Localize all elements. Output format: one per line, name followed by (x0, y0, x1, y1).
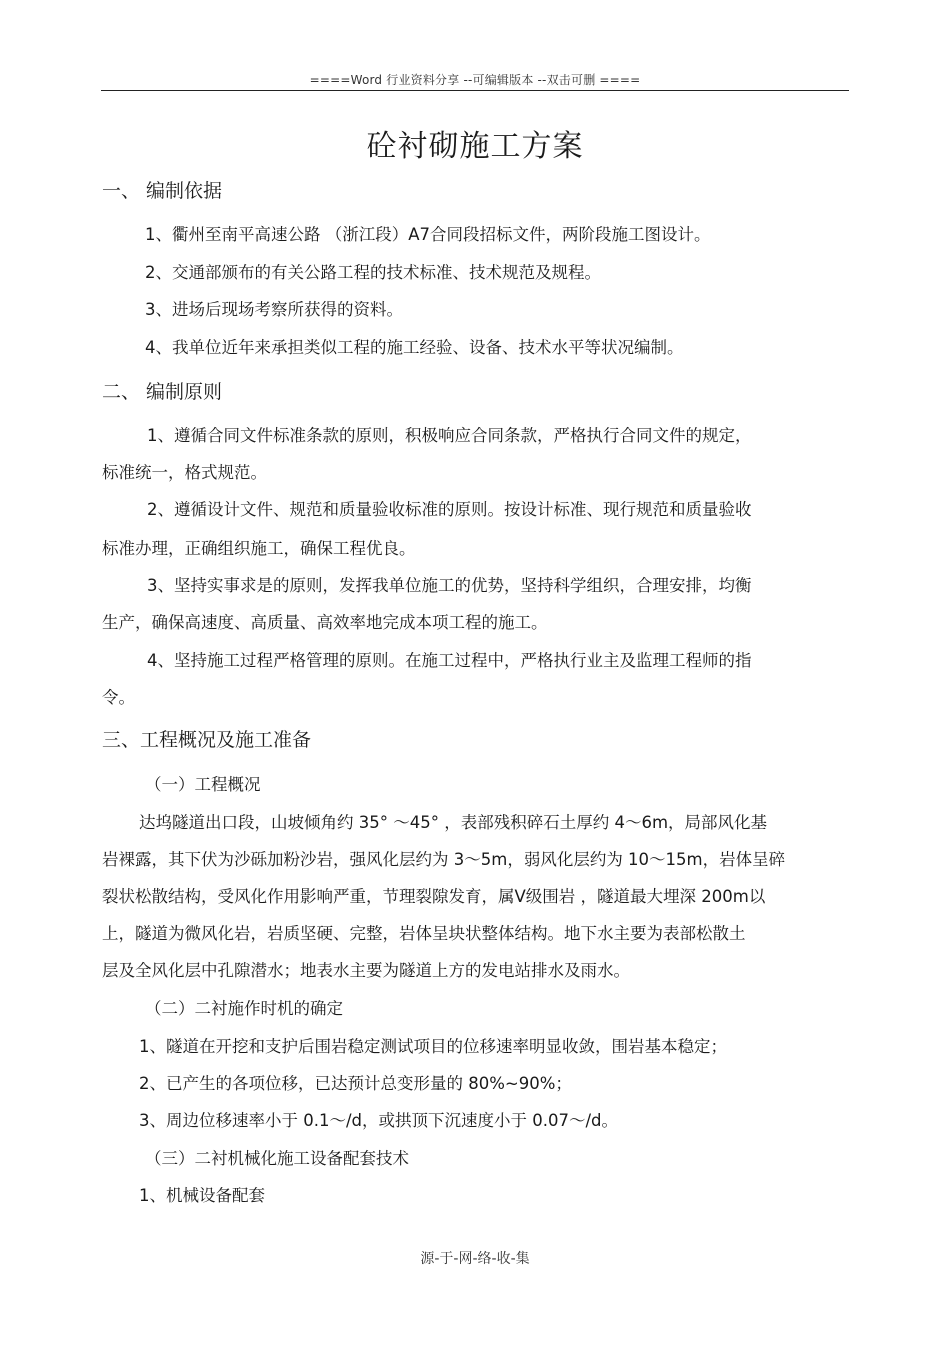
paragraph-line: 裂状松散结构，受风化作用影响严重，节理裂隙发育，属Ⅴ级围岩 ，隧道最大埋深 200m以 (102, 887, 766, 906)
subsection-heading-overview: （一）工程概况 (145, 775, 261, 794)
paragraph-line: 2、遵循设计文件、规范和质量验收标准的原则。按设计标准、现行规范和质量验收 (147, 500, 752, 519)
header-divider (101, 90, 849, 91)
list-item: 2、交通部颁布的有关公路工程的技术标准、技术规范及规程。 (145, 263, 601, 282)
paragraph-line: 标准统一，格式规范。 (102, 463, 267, 482)
list-item: 3、进场后现场考察所获得的资料。 (145, 300, 403, 319)
list-item: 1、衢州至南平高速公路 （浙江段）A7合同段招标文件，两阶段施工图设计。 (145, 225, 711, 244)
list-item: 1、隧道在开挖和支护后围岩稳定测试项目的位移速率明显收敛，围岩基本稳定； (139, 1037, 727, 1056)
paragraph-line: 令。 (102, 688, 135, 707)
section-heading-overview: 三、工程概况及施工准备 (102, 729, 312, 751)
footer-text: 源-于-网-络-收-集 (420, 1251, 530, 1267)
list-item: 2、已产生的各项位移，已达预计总变形量的 80%~90%； (139, 1074, 572, 1093)
section-heading-basis: 一、 编制依据 (102, 180, 223, 202)
paragraph-line: 1、遵循合同文件标准条款的原则，积极响应合同条款，严格执行合同文件的规定， (147, 426, 752, 445)
list-item: 4、我单位近年来承担类似工程的施工经验、设备、技术水平等状况编制。 (145, 338, 684, 357)
subsection-heading-timing: （二）二衬施作时机的确定 (145, 999, 343, 1018)
paragraph-line: 上，隧道为微风化岩，岩质坚硬、完整，岩体呈块状整体结构。地下水主要为表部松散土 (102, 924, 746, 943)
paragraph-line: 标准办理，正确组织施工，确保工程优良。 (102, 539, 416, 558)
paragraph-line: 3、坚持实事求是的原则，发挥我单位施工的优势，坚持科学组织，合理安排，均衡 (147, 576, 752, 595)
section-heading-principles: 二、 编制原则 (102, 381, 223, 403)
paragraph-line: 4、坚持施工过程严格管理的原则。在施工过程中，严格执行业主及监理工程师的指 (147, 651, 752, 670)
paragraph-line: 生产，确保高速度、高质量、高效率地完成本项工程的施工。 (102, 613, 548, 632)
list-item: 1、机械设备配套 (139, 1186, 265, 1205)
header-banner: ====Word 行业资料分享 --可编辑版本 --双击可删 ==== (309, 73, 641, 87)
paragraph-line: 层及全风化层中孔隙潜水；地表水主要为隧道上方的发电站排水及雨水。 (102, 961, 630, 980)
paragraph-line: 岩裸露，其下伏为沙砾加粉沙岩，强风化层约为 3～5m，弱风化层约为 10～15m，岩体呈碎 (102, 850, 786, 869)
subsection-heading-equipment: （三）二衬机械化施工设备配套技术 (145, 1149, 409, 1168)
list-item: 3、周边位移速率小于 0.1～/d，或拱顶下沉速度小于 0.07～/d。 (139, 1111, 619, 1130)
paragraph-line: 达坞隧道出口段，山坡倾角约 35° ～45° ，表部残积碎石土厚约 4～6m，局部风化基 (139, 813, 768, 832)
document-title: 砼衬砌施工方案 (366, 129, 584, 164)
